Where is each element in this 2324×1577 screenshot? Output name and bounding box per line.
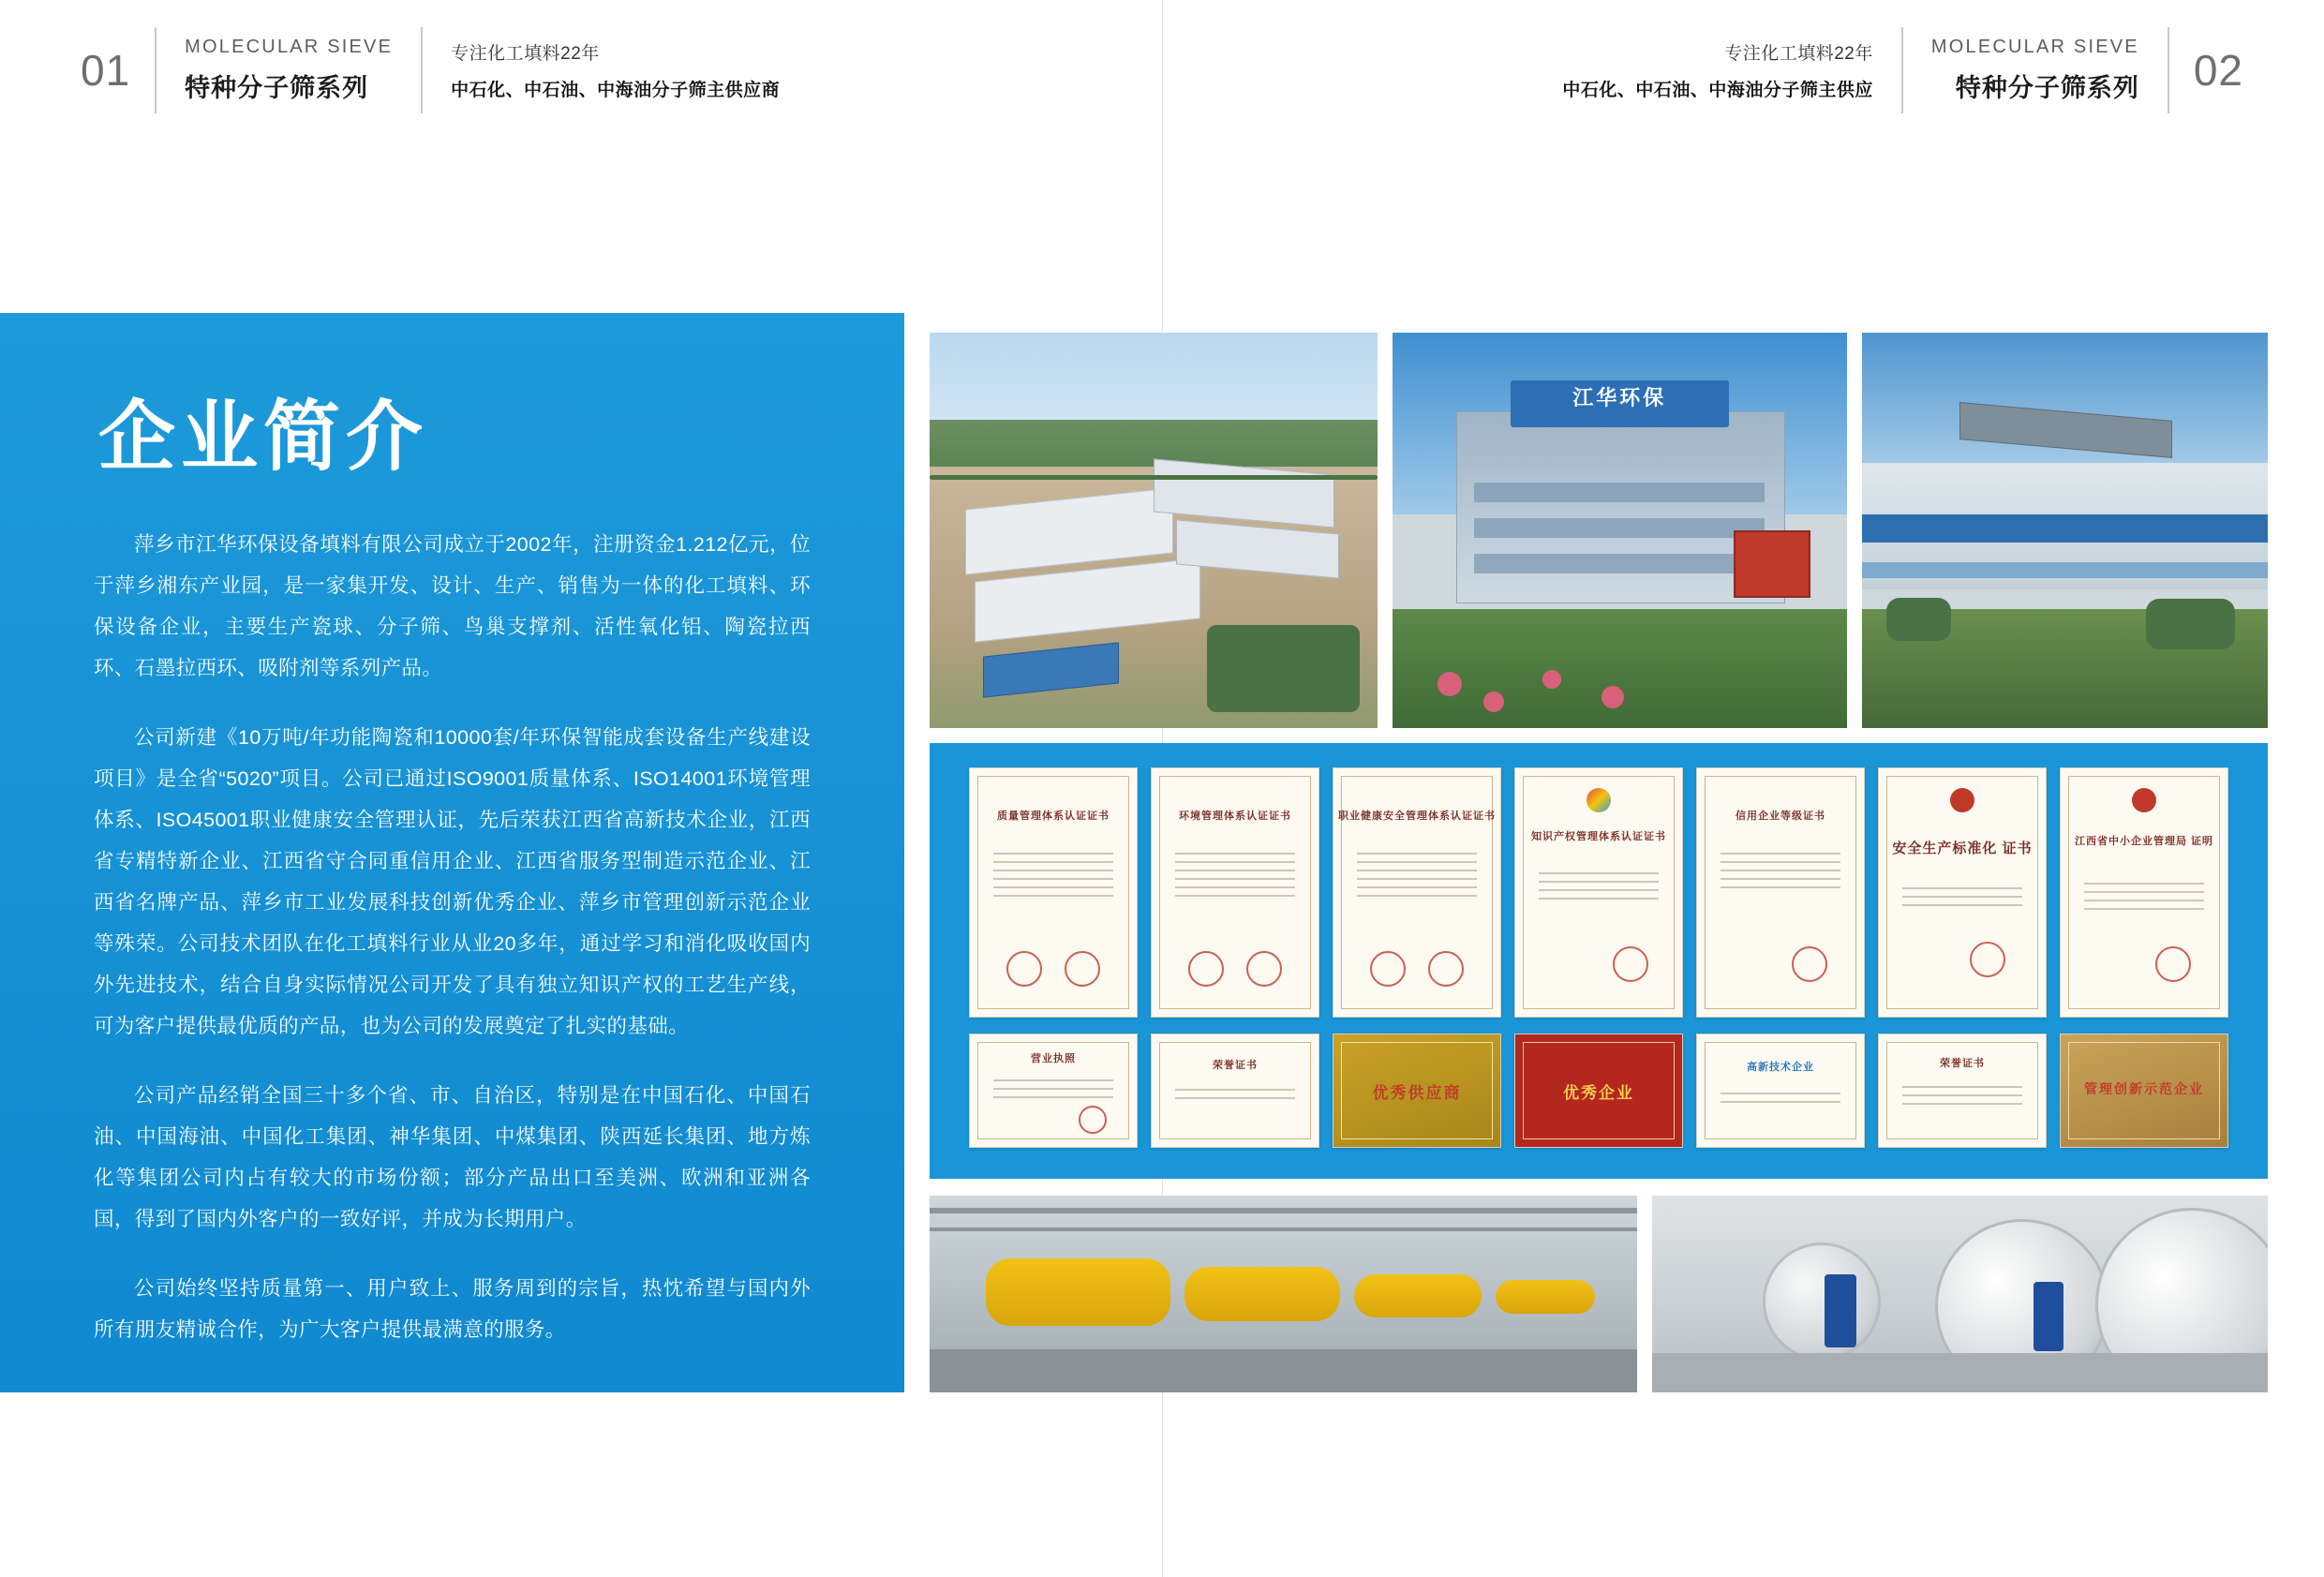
shrub-1: [1886, 598, 1951, 641]
rotary-kiln-2: [1184, 1267, 1340, 1322]
certificate-title: 职业健康安全管理体系认证证书: [1338, 811, 1496, 823]
rotary-kiln-3: [1354, 1274, 1482, 1317]
brand-block-right: [1903, 37, 2168, 104]
floor-strip: [1652, 1353, 2268, 1392]
flower-3: [1542, 670, 1561, 689]
certificate-border: [1705, 1042, 1856, 1139]
hi-tech-enterprise-certificate: [1696, 1034, 1865, 1148]
header-left-group: [56, 19, 808, 122]
certificate-text-lines: [993, 853, 1113, 903]
brand-cn-right: 特种分子筛系列: [1955, 74, 2139, 102]
certificate-title: 安全生产标准化 证书: [1892, 841, 2033, 857]
wall-stripe-2: [1862, 562, 2268, 578]
plaque-text: 优秀供应商: [1372, 1084, 1462, 1102]
brand-en-left: MOLECULAR SIEVE: [185, 37, 394, 57]
rotary-kiln-1: [986, 1258, 1169, 1325]
certificate-text-lines: [2084, 883, 2204, 916]
certificate-text-lines: [1902, 1086, 2022, 1111]
certificate-text-lines: [1721, 853, 1840, 895]
national-emblem-icon: [2132, 788, 2156, 812]
slogan-block-right: [1534, 39, 1901, 101]
certificate-grid-row2: [969, 1034, 2228, 1148]
certificate-title: 江西省中小企业管理局 证明: [2074, 835, 2214, 847]
iso45001-certificate: [1333, 767, 1501, 1018]
seal-icon: [1792, 946, 1827, 982]
building-sign-text: 江华环保: [1572, 385, 1667, 409]
excellent-enterprise-plaque: [1514, 1034, 1683, 1148]
seal-icon: [2155, 946, 2191, 982]
page-number-left: 01: [81, 46, 131, 95]
honor-certificate-1: [1151, 1034, 1319, 1148]
ip-management-certificate: [1514, 767, 1683, 1018]
bottom-photo-row: [930, 1196, 2268, 1392]
certificate-title: 信用企业等级证书: [1736, 811, 1825, 823]
excellent-supplier-plaque: [1333, 1034, 1501, 1148]
flower-2: [1483, 692, 1504, 712]
credit-enterprise-certificate: [1696, 767, 1865, 1018]
certificate-text-lines: [1175, 853, 1295, 903]
shrub-2: [2146, 599, 2235, 649]
iso14001-certificate: [1151, 767, 1319, 1018]
intro-body: [94, 524, 811, 1378]
seal-icon: [1970, 942, 2005, 977]
certificate-text-lines: [1539, 872, 1659, 906]
ceiling-beam-1: [930, 1208, 1637, 1213]
intro-paragraph-1: 萍乡市江华环保设备填料有限公司成立于2002年，注册资金1.212亿元，位于萍乡湘东产业园，是一家集开发、设计、生产、销售为一体的化工填料、环保设备企业，主要生产瓷球、分子筛、鸟巢支撑剂、活性氧化铝、陶瓷拉西环、石墨拉西环、吸附剂等系列产品。: [94, 533, 811, 679]
page-title: 企业简介: [98, 394, 429, 480]
certificate-title: 高新技术企业: [1747, 1062, 1814, 1074]
packing-workshop-photo: [1652, 1196, 2268, 1392]
brand-en-right: MOLECULAR SIEVE: [1930, 37, 2139, 57]
lawn-layer: [1393, 609, 1847, 728]
iso9001-certificate: [969, 767, 1138, 1018]
flower-4: [1601, 686, 1624, 708]
business-license: [969, 1034, 1138, 1148]
slogan-line1-left: 专注化工填料22年: [451, 44, 600, 64]
tree-cluster: [1207, 625, 1359, 712]
wall-stripe-1: [1862, 514, 2268, 543]
intro-paragraph-2: 公司新建《10万吨/年功能陶瓷和10000套/年环保智能成套设备生产线建设项目》是全省“5020”项目。公司已通过ISO9001质量体系、ISO14001环境管理体系、ISO45001职业健康安全管理认证，先后荣获江西省高新技术企业，江西省专精特新企业、江西省守合同重信用企业、江西省服务型制造示范企业、江西省名牌产品、萍乡市工业发展科技创新优秀企业、萍乡市管理创新示范企业等殊荣。公司技术团队在化工填料行业从业20多年，通过学习和消化吸收国内外先进技术，结合自身实际情况公司开发了具有独立知识产权的工艺生产线，可为客户提供最优质的产品，也为公司的发展奠定了扎实的基础。: [94, 726, 811, 1037]
slogan-line2-right: 中石化、中石油、中海油分子筛主供应: [1562, 81, 1873, 100]
innovation-demo-plaque: [2060, 1034, 2228, 1148]
certificate-text-lines: [1357, 853, 1477, 903]
window-row-3: [1474, 554, 1765, 573]
certificate-title: 荣誉证书: [1213, 1060, 1258, 1071]
red-display-board: [1734, 530, 1810, 598]
floor-strip: [930, 1349, 1637, 1392]
mixer-drum-3: [1763, 1242, 1881, 1361]
tree-line: [930, 475, 1378, 480]
certificate-text-lines: [1721, 1093, 1840, 1109]
window-row-2: [1474, 518, 1765, 538]
seal-icon: [1065, 951, 1100, 987]
intro-paragraph-3: 公司产品经销全国三十多个省、市、自治区，特别是在中国石化、中国石油、中国海油、中国化工集团、神华集团、中煤集团、陕西延长集团、地方炼化等集团公司内占有较大的市场份额；部分产品出口至美洲、欧洲和亚洲各国，得到了国内外客户的一致好评，并成为长期用户。: [94, 1084, 811, 1230]
slogan-block-left: [423, 39, 808, 101]
seal-icon: [1428, 951, 1464, 987]
page-number-right: 02: [2193, 46, 2243, 95]
company-intro-panel: [0, 313, 904, 1392]
worker-1: [1825, 1274, 1856, 1347]
workshop-exterior-photo: [1862, 333, 2268, 728]
plaque-text: 优秀企业: [1563, 1084, 1634, 1102]
certificate-title: 知识产权管理体系认证证书: [1531, 830, 1666, 842]
certificate-text-lines: [1902, 887, 2022, 913]
ceiling-beam-2: [930, 1227, 1637, 1231]
slogan-line1-right: 专注化工填料22年: [1724, 44, 1873, 64]
national-emblem-icon: [1950, 788, 1974, 812]
header-right-group: [1534, 19, 2268, 122]
seal-icon: [1079, 1106, 1107, 1134]
brand-block-left: [156, 37, 421, 104]
slogan-line2-left: 中石化、中石油、中海油分子筛主供应商: [451, 81, 781, 100]
seal-icon: [1246, 951, 1282, 987]
worker-2: [2034, 1282, 2063, 1351]
jiangxi-proof-certificate: [2060, 767, 2228, 1018]
top-photo-row: [930, 333, 2268, 728]
safety-production-license: [1878, 767, 2047, 1018]
certificate-text-lines: [1175, 1089, 1295, 1106]
rotary-kiln-4: [1496, 1280, 1595, 1314]
certificate-title: 营业执照: [1031, 1052, 1076, 1064]
certificate-title: 质量管理体系认证证书: [997, 811, 1110, 823]
window-row-1: [1474, 483, 1765, 502]
kiln-workshop-photo: [930, 1196, 1637, 1392]
certificate-text-lines: [993, 1079, 1113, 1105]
certificate-title: 环境管理体系认证证书: [1179, 811, 1291, 823]
honor-certificate-2: [1878, 1034, 2047, 1148]
plaque-text: 管理创新示范企业: [2084, 1081, 2204, 1096]
aerial-factory-photo: [930, 333, 1378, 728]
brand-cn-left: 特种分子筛系列: [185, 74, 369, 102]
certificate-grid-row1: [969, 767, 2228, 1018]
certificate-band: [930, 743, 2268, 1179]
certificate-title: 荣誉证书: [1940, 1057, 1985, 1069]
intro-paragraph-4: 公司始终坚持质量第一、用户致上、服务周到的宗旨，热忱希望与国内外所有朋友精诚合作，为广大客户提供最满意的服务。: [94, 1277, 811, 1341]
ip-logo-icon: [1587, 788, 1611, 812]
office-building-photo: [1393, 333, 1847, 728]
